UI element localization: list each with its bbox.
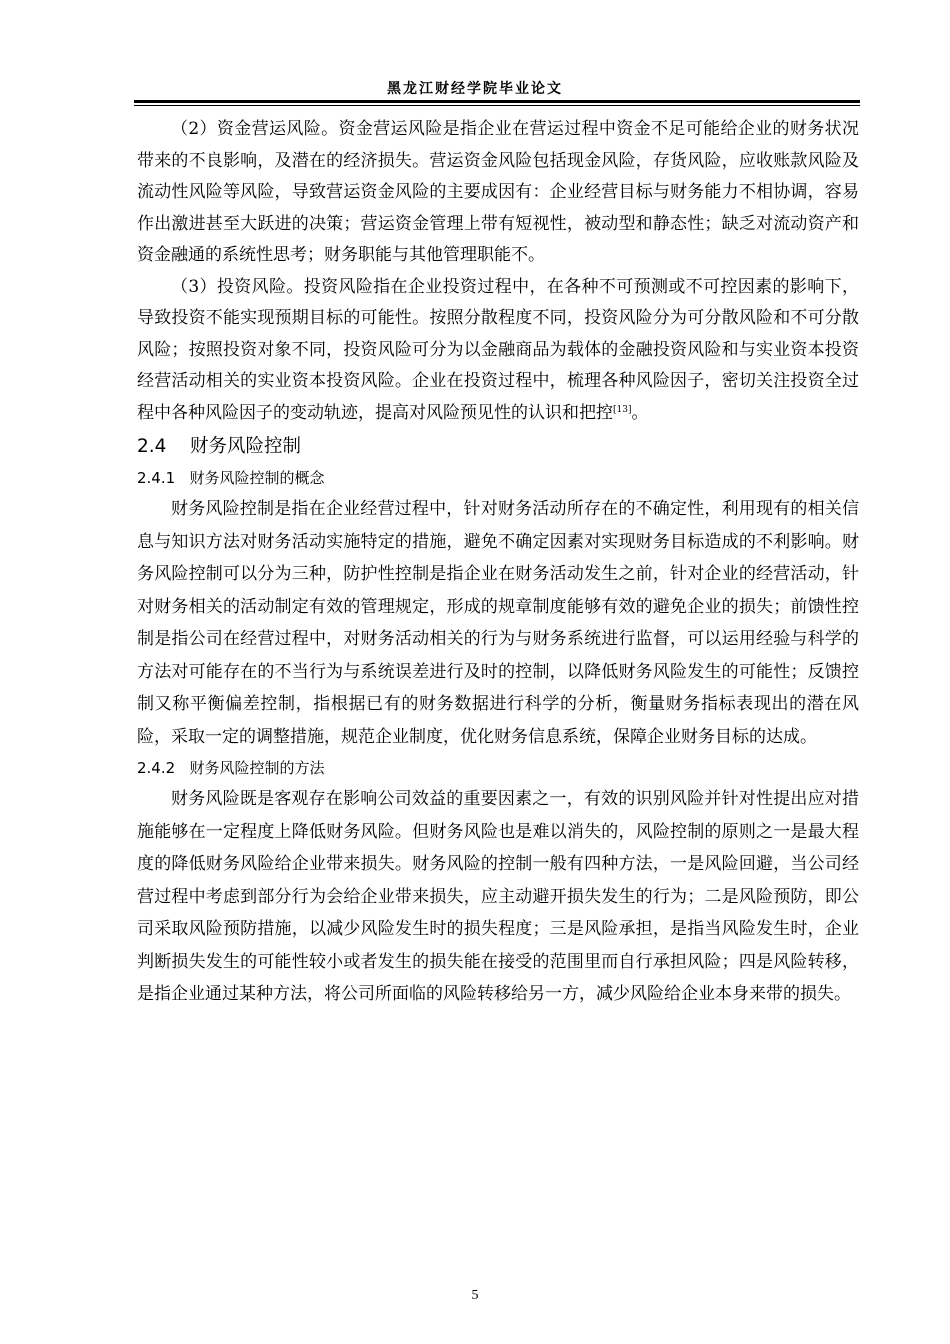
subsection-title-241: 财务风险控制的概念 [189, 469, 325, 487]
paragraph-risk-control-methods: 财务风险既是客观存在影响公司效益的重要因素之一，有效的识别风险并针对性提出应对措施能够在一定程度上降低财务风险。但财务风险也是难以消失的，风险控制的原则之一是最大程度的降低财务风险给企业带来损失。财务风险的控制一般有四种方法，一是风险回避，当公司经营过程中考虑到部分行为会给企业带来损失，应主动避开损失发生的行为；二是风险预防，即公司采取风险预防措施，以减少风险发生时的损失程度；三是风险承担，是指当风险发生时，企业判断损失发生的可能性较小或者发生的损失能在接受的范围里而自行承担风险；四是风险转移，是指企业通过某种方法，将公司所面临的风险转移给另一方，减少风险给企业本身来带的损失。 [137, 789, 859, 1004]
subsection-title-242: 财务风险控制的方法 [189, 759, 325, 777]
subsection-number-242: 2.4.2 [137, 759, 176, 777]
section-number: 2.4 [137, 436, 167, 457]
subsection-number-241: 2.4.1 [137, 469, 176, 487]
paragraph-capital-operation-risk: （2）资金营运风险。资金营运风险是指企业在营运过程中资金不足可能给企业的财务状况带来的不良影响，及潜在的经济损失。营运资金风险包括现金风险，存货风险，应收账款风险及流动性风险等风险，导致营运资金风险的主要成因有：企业经营目标与财务能力不相协调，容易作出激进甚至大跃进的决策；营运资金管理上带有短视性，被动型和静态性；缺乏对流动资产和资金融通的系统性思考；财务职能与其他管理职能不。 [137, 119, 859, 265]
paragraph-risk-control-concept: 财务风险控制是指在企业经营过程中，针对财务活动所存在的不确定性，利用现有的相关信息与知识方法对财务活动实施特定的措施，避免不确定因素对实现财务目标造成的不利影响。财务风险控制可以分为三种，防护性控制是指企业在财务活动发生之前，针对企业的经营活动，针对财务相关的活动制定有效的管理规定，形成的规章制度能够有效的避免企业的损失；前馈性控制是指公司在经营过程中，对财务活动相关的行为与财务系统进行监督，可以运用经验与科学的方法对可能存在的不当行为与系统误差进行及时的控制，以降低财务风险发生的可能性；反馈控制又称平衡偏差控制，指根据已有的财务数据进行科学的分析，衡量财务指标表现出的潜在风险，采取一定的调整措施，规范企业制度，优化财务信息系统，保障企业财务目标的达成。 [137, 499, 859, 747]
paragraph-investment-risk [137, 272, 859, 430]
subsection-heading-242 [137, 753, 859, 783]
page-number: 5 [471, 1288, 479, 1303]
section-heading [137, 431, 859, 463]
citation-tail: 。 [631, 402, 649, 423]
citation-13: [13] [613, 404, 632, 415]
header-rule-thick [134, 100, 860, 103]
section-title: 财务风险控制 [189, 436, 301, 457]
subsection-heading-241 [137, 463, 859, 493]
page-header-title: 黑龙江财经学院毕业论文 [387, 81, 563, 97]
header-rule-thin [134, 105, 860, 106]
page-body [137, 114, 859, 1011]
investment-risk-text: （3）投资风险。投资风险指在企业投资过程中，在各种不可预测或不可控因素的影响下，导致投资不能实现预期目标的可能性。按照分散程度不同，投资风险分为可分散风险和不可分散风险；按照投资对象不同，投资风险可分为以金融商品为载体的金融投资风险和与实业资本投资经营活动相关的实业资本投资风险。企业在投资过程中，梳理各种风险因子，密切关注投资全过程中各种风险因子的变动轨迹，提高对风险预见性的认识和把控 [137, 276, 859, 423]
